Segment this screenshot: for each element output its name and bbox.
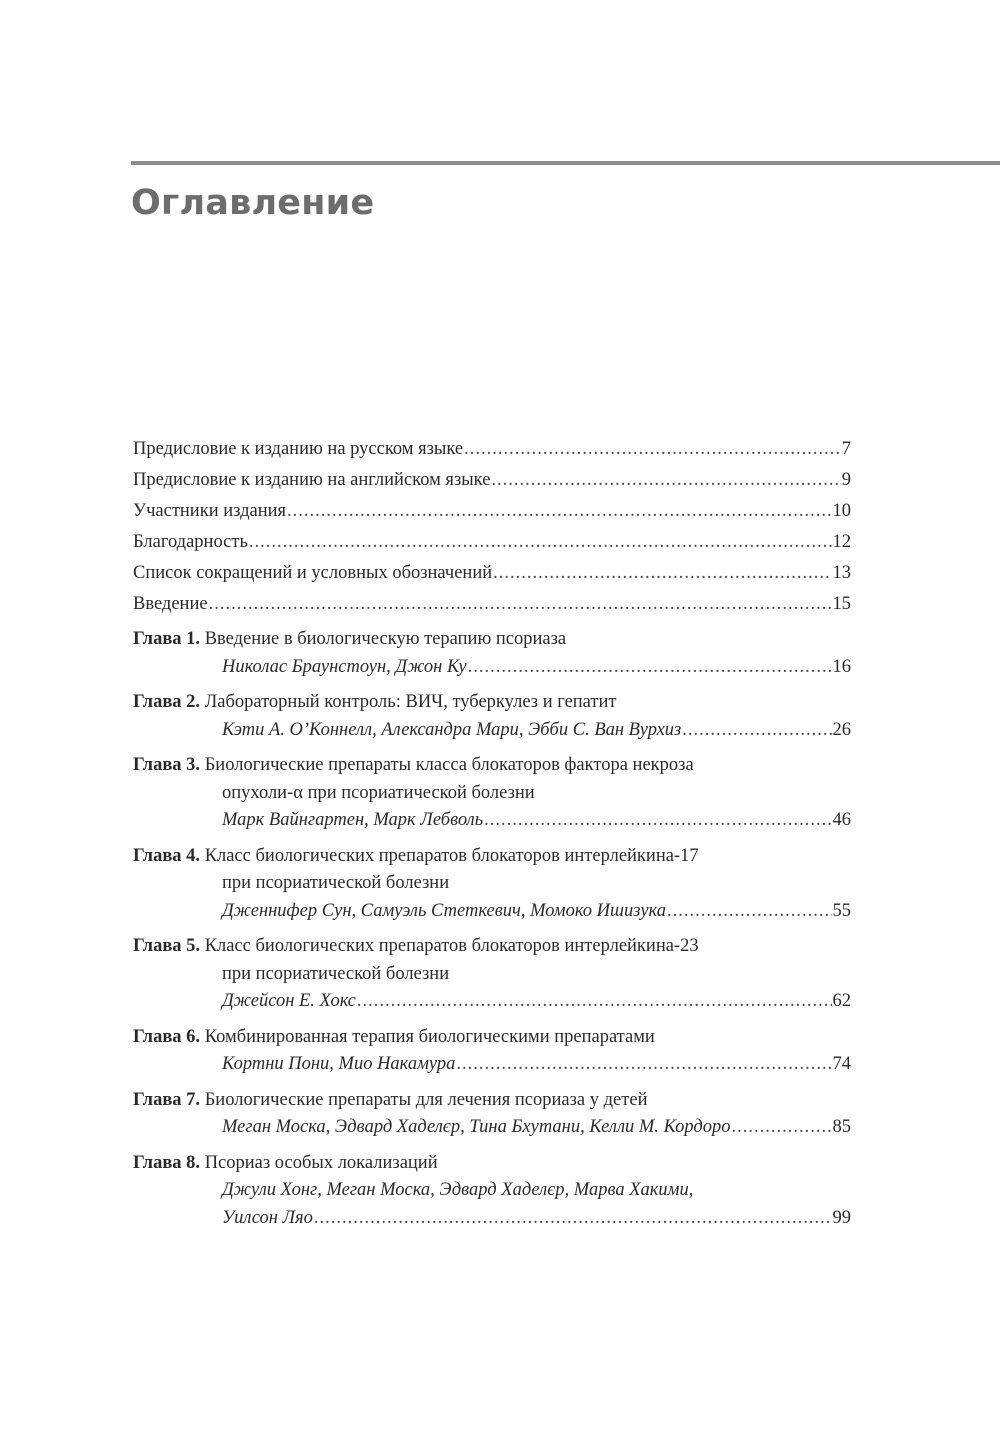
chapter-heading (133, 752, 851, 780)
table-of-contents (133, 434, 851, 1240)
chapter-heading (133, 1087, 851, 1115)
toc-entry[interactable] (133, 717, 851, 745)
chapter-heading (133, 626, 851, 654)
toc-entry[interactable] (133, 558, 851, 589)
chapter-number: Глава 5. (133, 936, 201, 956)
dot-leader (287, 496, 831, 527)
chapter-entry[interactable] (133, 1024, 851, 1079)
dot-leader (491, 465, 840, 496)
page-number: 12 (832, 532, 851, 552)
chapter-title-continued: при псориатической болезни (222, 873, 450, 893)
chapter-number: Глава 8. (133, 1152, 201, 1173)
dot-leader (209, 589, 832, 620)
chapter-heading (133, 1150, 851, 1178)
chapter-list (133, 626, 851, 1232)
chapter-number: Глава 1. (133, 629, 201, 649)
page-number: 15 (832, 594, 851, 614)
dot-leader (456, 1051, 831, 1079)
toc-entry[interactable] (133, 1205, 851, 1233)
entry-label: Уилсон Ляо (222, 1207, 313, 1228)
entry-label: Список сокращений и условных обозначений (133, 563, 493, 583)
chapter-entry[interactable] (133, 1150, 851, 1233)
chapter-title: Введение в биологическую терапию псориаза (204, 629, 567, 649)
page-number: 62 (832, 991, 851, 1011)
entry-label: Джейсон Е. Хокс (222, 991, 356, 1011)
dot-leader (732, 1114, 832, 1142)
page-number: 74 (832, 1054, 851, 1074)
page-number: 85 (832, 1117, 851, 1137)
page-number: 46 (832, 810, 851, 830)
dot-leader (357, 988, 832, 1016)
chapter-entry[interactable] (133, 933, 851, 1016)
page-number: 26 (832, 719, 851, 740)
chapter-heading (133, 843, 851, 871)
header-rule (131, 161, 1000, 165)
toc-entry[interactable] (133, 1051, 851, 1079)
front-matter-list (133, 434, 851, 620)
toc-entry[interactable] (133, 589, 851, 620)
entry-label: Кортни Пони, Мио Накамура (222, 1054, 456, 1074)
page-number: 10 (832, 501, 851, 521)
chapter-heading (133, 689, 851, 717)
dot-leader (249, 527, 832, 558)
chapter-title: Биологические препараты для лечения псориаза у детей (204, 1089, 648, 1110)
entry-label: Марк Вайнгартен, Марк Лебволь (222, 810, 484, 830)
chapter-authors: Джули Хонг, Меган Моска, Эдвард Хаделєр, Марва Хакими, (222, 1180, 694, 1200)
dot-leader (468, 654, 832, 682)
dot-leader (667, 898, 832, 926)
chapter-number: Глава 6. (133, 1026, 201, 1047)
toc-entry[interactable] (133, 807, 851, 835)
page-number: 99 (832, 1207, 851, 1228)
chapter-title: Биологические препараты класса блокаторов фактора некроза (204, 755, 694, 775)
entry-label: Предисловие к изданию на русском языке (133, 439, 464, 459)
chapter-entry[interactable] (133, 1087, 851, 1142)
chapter-title-continued: опухоли-α при псориатической болезни (222, 782, 535, 803)
entry-label: Кэти А. О’Коннелл, Александра Мари, Эбби С. Ван Вурхиз (222, 719, 682, 740)
chapter-number: Глава 7. (133, 1089, 201, 1110)
dot-leader (682, 717, 831, 745)
toc-entry[interactable] (133, 465, 851, 496)
chapter-heading (133, 933, 851, 961)
page-number: 9 (841, 470, 851, 490)
chapter-entry[interactable] (133, 843, 851, 926)
entry-label: Меган Моска, Эдвард Хаделєр, Тина Бхутани, Келли М. Кордоро (222, 1117, 731, 1137)
entry-label: Дженнифер Сун, Самуэль Стеткевич, Момоко Ишизука (222, 900, 666, 921)
chapter-title: Класс биологических препаратов блокаторов интерлейкина-17 (204, 845, 699, 866)
chapter-heading (133, 1024, 851, 1052)
toc-entry[interactable] (133, 527, 851, 558)
entry-label: Предисловие к изданию на английском языке (133, 470, 491, 490)
entry-label: Участники издания (133, 501, 287, 521)
chapter-entry[interactable] (133, 626, 851, 681)
entry-label: Благодарность (133, 532, 248, 552)
toc-entry[interactable] (133, 988, 851, 1016)
chapter-number: Глава 2. (133, 692, 201, 712)
page-number: 13 (832, 563, 851, 583)
chapter-number: Глава 4. (133, 845, 201, 866)
entry-label: Введение (133, 594, 208, 614)
chapter-title: Класс биологических препаратов блокаторов интерлейкина-23 (204, 936, 699, 956)
dot-leader (464, 434, 841, 465)
chapter-title-continued: при псориатической болезни (222, 963, 450, 984)
chapter-entry[interactable] (133, 752, 851, 835)
toc-entry[interactable] (133, 496, 851, 527)
toc-entry[interactable] (133, 434, 851, 465)
page-number: 16 (832, 656, 851, 677)
toc-entry[interactable] (133, 898, 851, 926)
chapter-title: Псориаз особых локализаций (204, 1152, 438, 1173)
page-number: 7 (841, 439, 851, 459)
chapter-title: Лабораторный контроль: ВИЧ, туберкулез и гепатит (204, 692, 617, 712)
toc-entry[interactable] (133, 1114, 851, 1142)
toc-entry[interactable] (133, 654, 851, 682)
chapter-entry[interactable] (133, 689, 851, 744)
dot-leader (484, 807, 831, 835)
chapter-title: Комбинированная терапия биологическими препаратами (204, 1026, 655, 1047)
page-number: 55 (832, 900, 851, 921)
entry-label: Николас Браунстоун, Джон Ку (222, 656, 467, 677)
dot-leader (314, 1205, 832, 1233)
dot-leader (493, 558, 831, 589)
chapter-number: Глава 3. (133, 755, 201, 775)
page-title: Оглавление (131, 183, 375, 223)
